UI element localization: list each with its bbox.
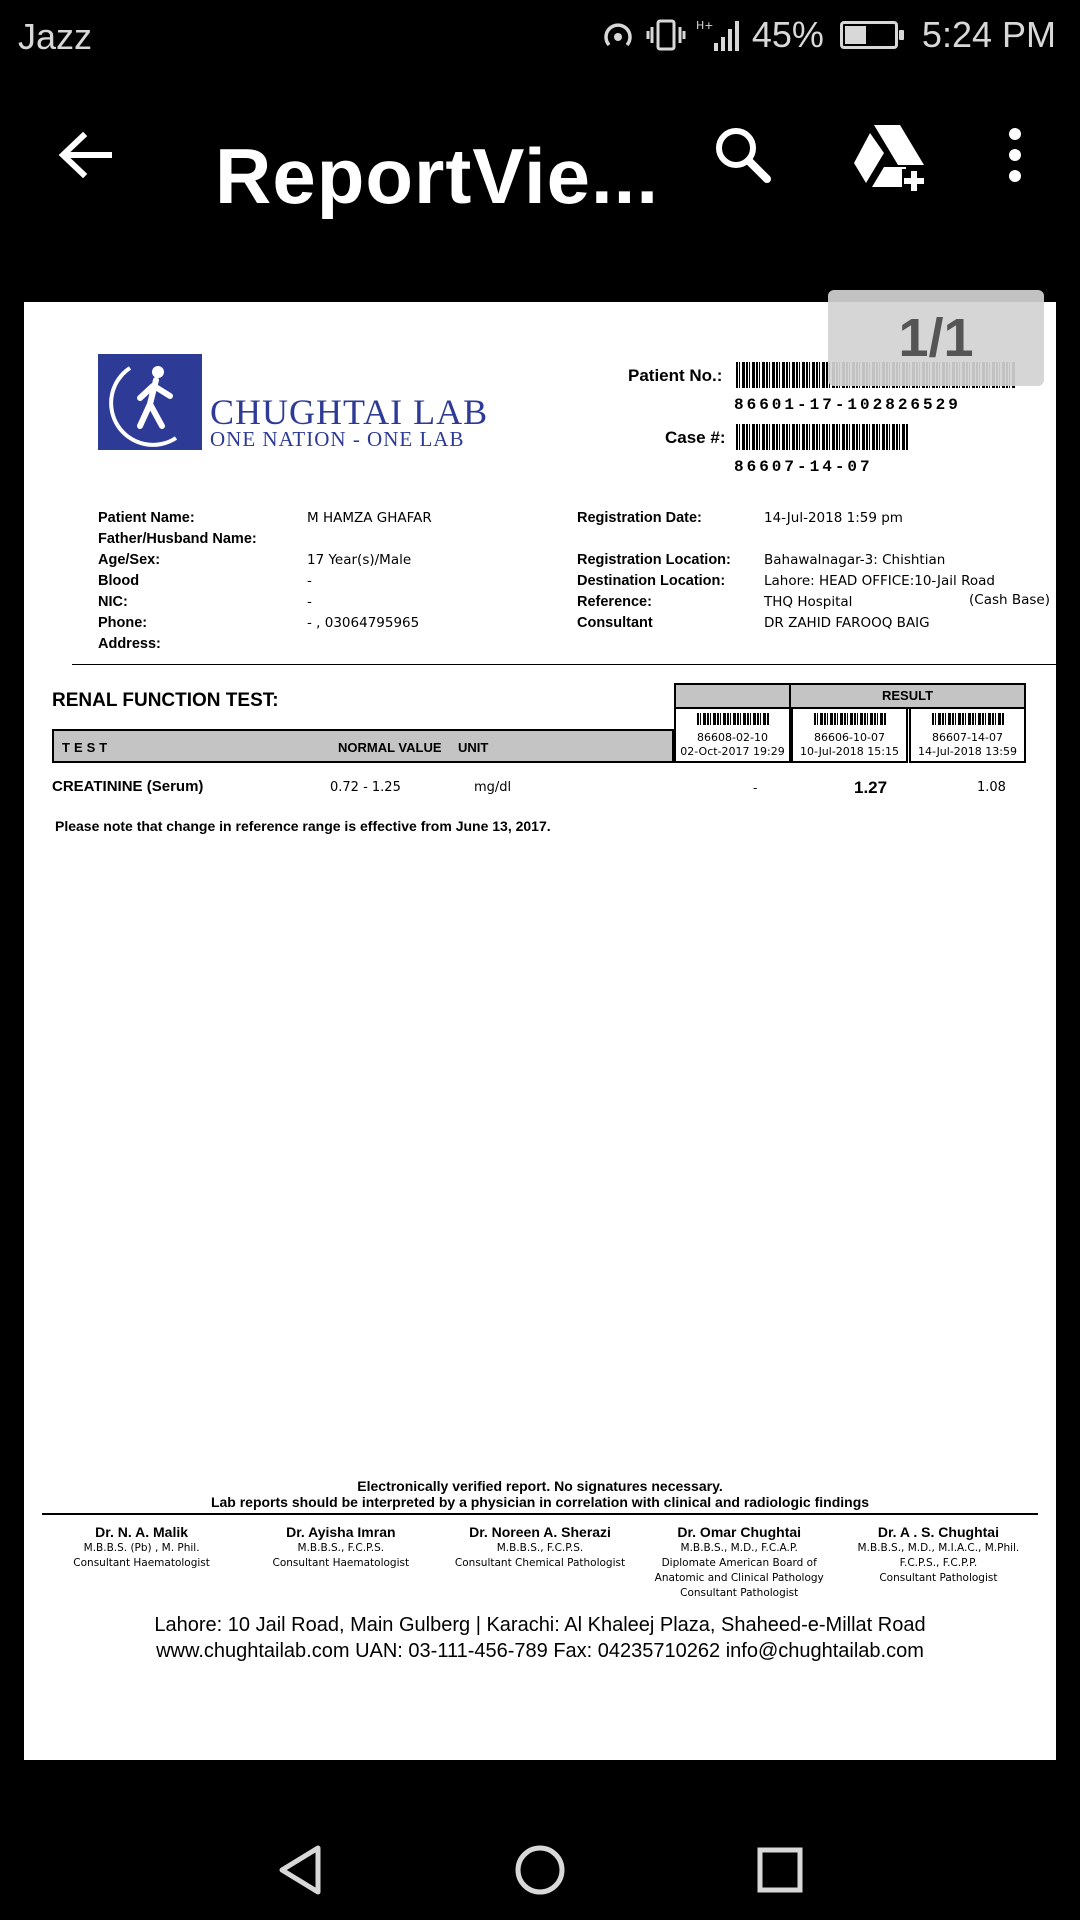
circle-home-icon bbox=[510, 1840, 570, 1900]
info-label: Phone: bbox=[98, 615, 148, 631]
doctor-name: Dr. Omar Chughtai bbox=[677, 1524, 802, 1540]
status-icons bbox=[600, 14, 1056, 56]
nav-home-button[interactable] bbox=[510, 1840, 570, 1900]
info-label: Blood bbox=[98, 573, 140, 589]
test-name: CREATININE (Serum) bbox=[52, 778, 204, 795]
result-column bbox=[909, 707, 1026, 763]
phone: - , 03064795965 bbox=[307, 615, 420, 631]
case-no-barcode bbox=[736, 424, 908, 450]
reference: THQ Hospital bbox=[764, 594, 853, 610]
battery-percent: 45% bbox=[751, 14, 824, 55]
doctor-credential: Diplomate American Board of bbox=[661, 1557, 817, 1569]
test-table-header bbox=[52, 729, 674, 763]
doctor-credential: Consultant Pathologist bbox=[879, 1572, 998, 1584]
doctor-list bbox=[42, 1524, 1038, 1601]
result-id: 86606-10-07 bbox=[814, 731, 885, 744]
lab-address bbox=[24, 1612, 1056, 1664]
status-bar bbox=[0, 0, 1080, 75]
doctor-name: Dr. Noreen A. Sherazi bbox=[469, 1524, 611, 1540]
info-label: Address: bbox=[98, 636, 161, 652]
cash-base: (Cash Base) bbox=[969, 592, 1050, 608]
nav-back-button[interactable] bbox=[270, 1840, 330, 1900]
consultant: DR ZAHID FAROOQ BAIG bbox=[764, 615, 930, 631]
carrier-name: Jazz bbox=[18, 16, 93, 57]
doctor-credential: M.B.B.S., F.C.P.S. bbox=[297, 1542, 385, 1554]
result-date: 02-Oct-2017 19:29 bbox=[680, 745, 785, 758]
doctor-entry bbox=[440, 1524, 639, 1601]
nav-recents-button[interactable] bbox=[750, 1840, 810, 1900]
divider bbox=[42, 1513, 1038, 1515]
result-column bbox=[791, 707, 908, 763]
doctor-credential: M.B.B.S., M.D., M.I.A.C., M.Phil. bbox=[857, 1542, 1020, 1554]
section-title: RENAL FUNCTION TEST: bbox=[52, 690, 279, 711]
result-date: 10-Jul-2018 15:15 bbox=[799, 745, 899, 758]
info-label: Patient Name: bbox=[98, 510, 195, 526]
doctor-entry bbox=[640, 1524, 839, 1601]
case-no-label: Case #: bbox=[665, 428, 726, 447]
info-label: Registration Location: bbox=[577, 552, 731, 568]
result-value: - bbox=[753, 780, 758, 795]
lab-logo bbox=[98, 352, 516, 452]
doctor-credential: Consultant Haematologist bbox=[272, 1557, 410, 1569]
vibrate-icon bbox=[646, 17, 686, 53]
doctor-credential: F.C.P.S., F.C.P.P. bbox=[899, 1557, 978, 1569]
app-toolbar bbox=[0, 95, 1080, 220]
doctor-credential: Consultant Chemical Pathologist bbox=[454, 1557, 626, 1569]
result-header: RESULT bbox=[791, 683, 1026, 709]
contact-line: www.chughtailab.com UAN: 03-111-456-789 Fax: 04235710262 info@chughtailab.com bbox=[156, 1640, 924, 1662]
back-button[interactable] bbox=[50, 120, 120, 190]
more-vert-icon bbox=[990, 120, 1040, 190]
search-button[interactable] bbox=[708, 120, 778, 190]
registration-date: 14-Jul-2018 1:59 pm bbox=[764, 510, 903, 526]
doctor-credential: Consultant Pathologist bbox=[680, 1587, 799, 1599]
battery-icon bbox=[840, 21, 898, 49]
patient-no-value: 86601-17-102826529 bbox=[734, 396, 961, 414]
doctor-entry bbox=[241, 1524, 440, 1601]
result-value: 1.08 bbox=[977, 780, 1006, 795]
more-options-button[interactable] bbox=[990, 120, 1040, 190]
doctor-name: Dr. N. A. Malik bbox=[95, 1524, 189, 1540]
registration-location: Bahawalnagar-3: Chishtian bbox=[764, 552, 946, 568]
clock: 5:24 PM bbox=[921, 14, 1056, 55]
add-to-drive-button[interactable] bbox=[850, 117, 930, 197]
doctor-entry bbox=[42, 1524, 241, 1601]
divider bbox=[72, 664, 1056, 665]
result-id: 86607-14-07 bbox=[932, 731, 1003, 744]
logo-tagline: ONE NATION - ONE LAB bbox=[210, 427, 465, 451]
result-barcode bbox=[697, 713, 769, 725]
registration-info-labels bbox=[577, 508, 731, 634]
table-row bbox=[52, 778, 1032, 802]
verified-line: Lab reports should be interpreted by a physician in correlation with clinical and radiologic findings bbox=[210, 1494, 870, 1510]
info-label bbox=[577, 529, 731, 550]
doctor-name: Dr. Ayisha Imran bbox=[286, 1524, 396, 1540]
arrow-left-icon bbox=[57, 132, 113, 178]
doctor-credential: M.B.B.S., M.D., F.C.A.P. bbox=[680, 1542, 798, 1554]
test-unit: mg/dl bbox=[474, 780, 512, 795]
drive-add-icon bbox=[850, 117, 930, 197]
info-label: Consultant bbox=[577, 615, 653, 631]
test-normal-value: 0.72 - 1.25 bbox=[330, 780, 401, 795]
patient-info-values bbox=[307, 508, 432, 655]
walking-man-logo-icon bbox=[98, 354, 202, 450]
doctor-credential: M.B.B.S., F.C.P.S. bbox=[496, 1542, 584, 1554]
result-id: 86608-02-10 bbox=[697, 731, 768, 744]
father-name bbox=[307, 529, 432, 550]
hotspot-icon bbox=[600, 17, 636, 53]
nic: - bbox=[307, 594, 312, 610]
doctor-entry bbox=[839, 1524, 1038, 1601]
address-line: Lahore: 10 Jail Road, Main Gulberg | Karachi: Al Khaleej Plaza, Shaheed-e-Millat Road bbox=[154, 1614, 926, 1636]
info-label: Reference: bbox=[577, 594, 652, 610]
header-test: TEST bbox=[62, 740, 112, 755]
destination-location: Lahore: HEAD OFFICE:10-Jail Road bbox=[764, 573, 995, 589]
result-header-blank bbox=[674, 683, 791, 709]
patient-no-label: Patient No.: bbox=[628, 366, 723, 385]
header-unit: UNIT bbox=[458, 740, 489, 755]
report-page[interactable] bbox=[24, 302, 1056, 1760]
registration-info-values bbox=[764, 508, 995, 634]
info-label: Registration Date: bbox=[577, 510, 702, 526]
patient-name: M HAMZA GHAFAR bbox=[307, 510, 432, 526]
result-value: 1.27 bbox=[854, 778, 888, 797]
result-date: 14-Jul-2018 13:59 bbox=[917, 745, 1017, 758]
system-nav-bar bbox=[0, 1820, 1080, 1920]
info-label: Destination Location: bbox=[577, 573, 726, 589]
doctor-name: Dr. A . S. Chughtai bbox=[877, 1524, 999, 1540]
signal-icon bbox=[696, 17, 742, 53]
square-recents-icon bbox=[750, 1840, 810, 1900]
info-label: Father/Husband Name: bbox=[98, 531, 257, 547]
triangle-back-icon bbox=[270, 1840, 330, 1900]
logo-name: CHUGHTAI LAB bbox=[210, 392, 489, 432]
doctor-credential: Consultant Haematologist bbox=[73, 1557, 210, 1569]
info-label: NIC: bbox=[98, 594, 128, 610]
doctor-credential: Anatomic and Clinical Pathology bbox=[654, 1572, 824, 1584]
reference-range-note: Please note that change in reference range is effective from June 13, 2017. bbox=[55, 818, 551, 834]
result-barcode bbox=[932, 713, 1004, 725]
blank-row bbox=[764, 529, 995, 550]
svg-text:H+: H+ bbox=[695, 19, 714, 32]
result-column bbox=[674, 707, 791, 763]
age-sex: 17 Year(s)/Male bbox=[307, 552, 412, 568]
case-no-value: 86607-14-07 bbox=[734, 458, 873, 476]
result-barcode bbox=[814, 713, 886, 725]
result-columns bbox=[674, 683, 1026, 763]
verification-note bbox=[24, 1478, 1056, 1510]
page-title: ReportVie... bbox=[215, 132, 660, 220]
page-indicator: 1/1 bbox=[828, 290, 1044, 386]
verified-line: Electronically verified report. No signatures necessary. bbox=[357, 1478, 723, 1494]
info-label: Age/Sex: bbox=[98, 552, 161, 568]
address bbox=[307, 634, 432, 655]
doctor-credential: M.B.B.S. (Pb) , M. Phil. bbox=[83, 1542, 200, 1554]
patient-info-labels bbox=[98, 508, 257, 655]
header-normal-value: NORMAL VALUE bbox=[338, 740, 442, 755]
blood-group: - bbox=[307, 573, 312, 589]
search-icon bbox=[708, 120, 778, 190]
